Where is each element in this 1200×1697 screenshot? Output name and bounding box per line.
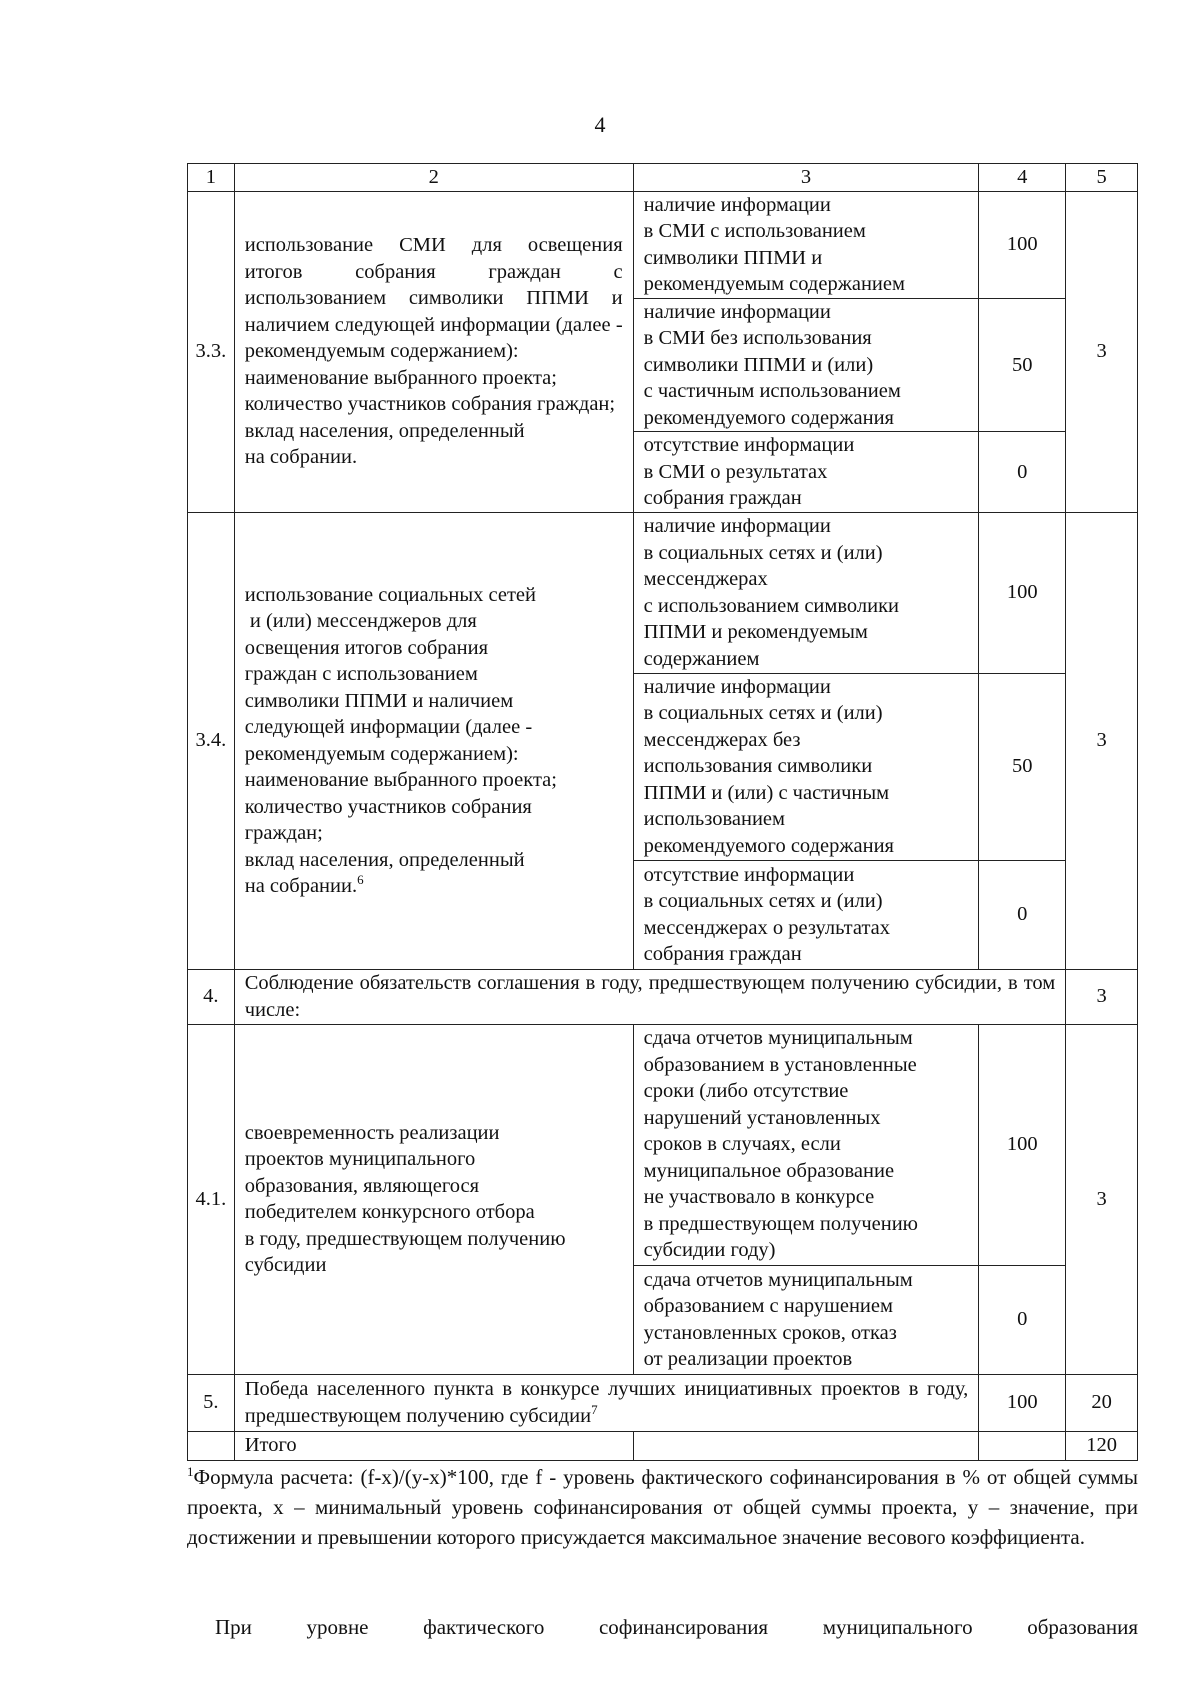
footnote-mark: 7	[591, 1401, 598, 1417]
condition-cell	[633, 1024, 979, 1265]
condition-cell	[633, 860, 979, 969]
condition-text: сдача отчетов муниципальным образованием с нарушением установленных сроков, отказ от реализации проектов	[643, 1268, 913, 1370]
criterion-cell	[234, 191, 633, 512]
condition-cell	[633, 432, 979, 513]
footnote-mark: 6	[357, 872, 364, 888]
condition-cell	[633, 673, 979, 860]
points-cell: 100	[979, 1374, 1066, 1431]
table-header-row	[188, 164, 1138, 192]
weight-cell: 3	[1066, 1024, 1138, 1374]
criterion-text: рекомендуемым содержанием):	[244, 742, 519, 765]
criterion-text: граждан;	[244, 822, 323, 844]
criterion-cell	[234, 1024, 633, 1374]
criterion-text-end: на собрании.	[244, 875, 358, 897]
condition-cell	[633, 512, 979, 673]
body-paragraph: При уровне фактического софинансирования муниципального образования	[215, 1615, 1138, 1639]
header-col-1: 1	[188, 164, 235, 192]
row-number: 4.1.	[188, 1024, 235, 1374]
criteria-table	[187, 163, 1138, 1461]
condition-text: отсутствие информации в СМИ о результатах собрания граждан	[643, 434, 855, 509]
table-row-5	[188, 1374, 1138, 1431]
criterion-cell	[234, 512, 633, 969]
criterion-text: наименование выбранного проекта;	[244, 769, 557, 791]
criterion-text: граждан с использованием	[244, 663, 478, 685]
total-weight: 120	[1066, 1431, 1138, 1460]
empty-cell	[633, 1431, 979, 1460]
condition-text: наличие информации в социальных сетях и (или) мессенджерах с использованием символики ППМИ и рекомендуемым содержанием	[643, 515, 900, 670]
criterion-text: количество участников собрания	[244, 795, 532, 818]
condition-text: наличие информации в СМИ с использованием символики ППМИ и рекомендуемым содержанием	[643, 193, 905, 295]
footnote	[187, 1462, 1138, 1552]
row-number: 3.3.	[188, 191, 235, 512]
criterion-text: следующей информации (далее -	[244, 716, 533, 738]
points-cell: 100	[979, 191, 1066, 298]
criterion-text: символики ППМИ и наличием	[244, 689, 514, 712]
row-number: 3.4.	[188, 512, 235, 969]
points-cell: 100	[979, 512, 1066, 673]
weight-cell: 3	[1066, 191, 1138, 512]
criterion-text: количество участников собрания граждан;	[244, 393, 616, 416]
criterion-text: использование социальных сетей	[244, 583, 536, 606]
row-number: 5.	[188, 1374, 235, 1431]
header-col-2: 2	[234, 164, 633, 192]
table-row-3-4	[188, 512, 1138, 673]
criterion-text: на собрании.	[244, 446, 358, 469]
footnote-mark: 1	[187, 1464, 194, 1479]
points-cell: 50	[979, 298, 1066, 432]
points-cell: 0	[979, 860, 1066, 969]
table-row-total	[188, 1431, 1138, 1460]
empty-cell	[188, 1431, 235, 1460]
empty-cell	[979, 1431, 1066, 1460]
condition-cell	[633, 298, 979, 432]
header-col-5: 5	[1066, 164, 1138, 192]
criterion-text	[245, 873, 623, 900]
weight-cell: 3	[1066, 969, 1138, 1024]
condition-text: наличие информации в СМИ без использования символики ППМИ и (или) с частичным использованием рекомендуемого содержания	[643, 300, 901, 429]
points-cell: 0	[979, 1265, 1066, 1374]
criterion-text: использование СМИ для освещения итогов собрания граждан с использованием символики ППМИ и наличием следующей информации (далее - рекомендуемым содержанием):	[244, 234, 623, 363]
condition-text: отсутствие информации в социальных сетях и (или) мессенджерах о результатах собрания граждан	[643, 863, 891, 965]
weight-cell: 20	[1066, 1374, 1138, 1431]
criterion-text: вклад населения, определенный	[244, 848, 525, 871]
page-number: 4	[594, 112, 606, 137]
merged-text-cell	[234, 1374, 979, 1431]
criterion-text: вклад населения, определенный	[244, 419, 525, 442]
points-cell: 100	[979, 1024, 1066, 1265]
points-cell: 0	[979, 432, 1066, 513]
footnote-text: Формула расчета: (f-x)/(y-x)*100, где f - уровень фактического софинансирования в % от общей суммы проекта, x – минимальный уровень софинансирования от общей суммы проекта, y – значение, при достижении и превышении которого присуждается максимальное значение весового коэффициента.	[187, 1465, 1138, 1549]
criterion-text: освещения итогов собрания	[244, 636, 488, 659]
table-row-4	[188, 969, 1138, 1024]
condition-text: наличие информации в социальных сетях и (или) мессенджерах без использования символики ППМИ и (или) с частичным использованием рекомендуемого содержания	[643, 675, 894, 857]
criterion-text: своевременность реализации проектов муниципального образования, являющегося победителем конкурсного отбора в году, предшествующем получению субсидии	[244, 1121, 566, 1276]
weight-cell: 3	[1066, 512, 1138, 969]
condition-cell	[633, 191, 979, 298]
table-row-3-3	[188, 191, 1138, 298]
merged-text-cell: Соблюдение обязательств соглашения в году, предшествующем получению субсидии, в том числе:	[234, 969, 1066, 1024]
condition-text: сдача отчетов муниципальным образованием в установленные сроки (либо отсутствие нарушений установленных сроков в случаях, если муниципальное образование не участвовало в конкурсе в предшествующем получению субсидии году)	[643, 1027, 918, 1262]
row-5-text: Победа населенного пункта в конкурсе лучших инициативных проектов в году, предшествующем получению субсидии	[244, 1378, 969, 1427]
condition-cell	[633, 1265, 979, 1374]
criterion-text: наименование выбранного проекта;	[244, 366, 557, 389]
header-col-3: 3	[633, 164, 979, 192]
table-row-4-1	[188, 1024, 1138, 1265]
total-label: Итого	[234, 1431, 633, 1460]
points-cell: 50	[979, 673, 1066, 860]
criterion-text: и (или) мессенджеров для	[244, 610, 477, 632]
row-number: 4.	[188, 969, 235, 1024]
header-col-4: 4	[979, 164, 1066, 192]
